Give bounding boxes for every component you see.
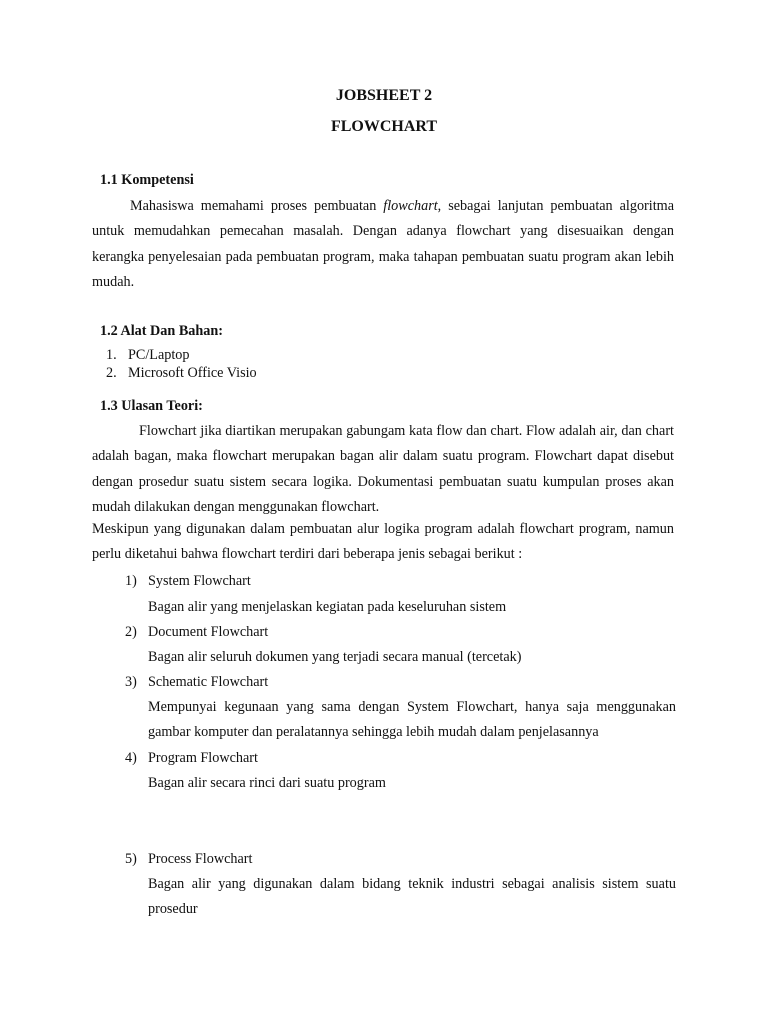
kompetensi-paragraph: [92, 194, 674, 295]
list-item: [106, 365, 257, 383]
list-label: Microsoft Office Visio: [128, 364, 257, 381]
item-description: Bagan alir seluruh dokumen yang terjadi secara manual (tercetak): [148, 649, 522, 665]
item-description: Mempunyai kegunaan yang sama dengan System Flowchart, hanya saja menggunakan gambar komputer dan peralatannya sehingga lebih mudah dalam penjelasannya: [148, 699, 676, 741]
document-subtitle: FLOWCHART: [330, 118, 438, 135]
item-description: Bagan alir secara rinci dari suatu program: [148, 775, 386, 791]
item-number: 2): [125, 624, 137, 640]
list-number: 1.: [106, 347, 117, 363]
flowchart-type-item: [125, 569, 251, 594]
item-number: 4): [125, 750, 137, 766]
item-description: Bagan alir yang digunakan dalam bidang teknik industri sebagai analisis sistem suatu prosedur: [148, 876, 676, 918]
teori-paragraph-2-text: Meskipun yang digunakan dalam pembuatan alur logika program adalah flowchart program, namun perlu diketahui bahwa flowchart terdiri dari beberapa jenis sebagai berikut :: [92, 521, 674, 563]
item-number: 5): [125, 851, 137, 867]
alat-bahan-list: [106, 347, 257, 382]
item-description: Bagan alir yang menjelaskan kegiatan pada keseluruhan sistem: [148, 599, 507, 615]
flowchart-type-item: [125, 847, 252, 872]
item-name: Document Flowchart: [148, 624, 269, 640]
flowchart-type-item: [125, 670, 268, 695]
kompetensi-text-start: Mahasiswa memahami proses pembuatan: [130, 198, 384, 214]
list-label: PC/Laptop: [128, 347, 190, 363]
teori-paragraph-1: [92, 419, 674, 520]
teori-paragraph-1-text: Flowchart jika diartikan merupakan gabungam kata flow dan chart. Flow adalah air, dan chart adalah bagan, maka flowchart merupakan bagan alir dalam suatu program. Flowchart dapat disebut dengan prosedur suatu sistem secara logika. Dokumentasi pembuatan suatu kumpulan proses akan mudah dilakukan dengan menggunakan flowchart.: [92, 423, 674, 515]
section-heading-kompetensi: 1.1 Kompetensi: [100, 172, 194, 188]
list-number: 2.: [106, 364, 117, 381]
section-heading-alat-bahan: 1.2 Alat Dan Bahan:: [100, 323, 223, 339]
teori-paragraph-2: [92, 517, 674, 568]
list-item: [106, 347, 257, 365]
item-name: Schematic Flowchart: [148, 674, 269, 690]
item-number: 3): [125, 674, 137, 690]
flowchart-type-item: [125, 620, 268, 645]
section-heading-ulasan-teori: 1.3 Ulasan Teori:: [100, 398, 203, 414]
item-name: Program Flowchart: [148, 750, 258, 766]
flowchart-type-item: [125, 746, 258, 771]
kompetensi-text-end: , sebagai lanjutan pembuatan algoritma untuk memudahkan pemecahan masalah. Dengan adanya flowchart yang disesuaikan dengan kerangka penyelesaian pada pembuatan program, maka tahapan pembuatan suatu program akan lebih mudah.: [92, 198, 674, 290]
item-name: Process Flowchart: [148, 851, 253, 867]
document-title: JOBSHEET 2: [335, 87, 433, 104]
item-number: 1): [125, 573, 137, 589]
item-name: System Flowchart: [148, 573, 251, 589]
kompetensi-text-italic: flowchart: [383, 198, 438, 214]
